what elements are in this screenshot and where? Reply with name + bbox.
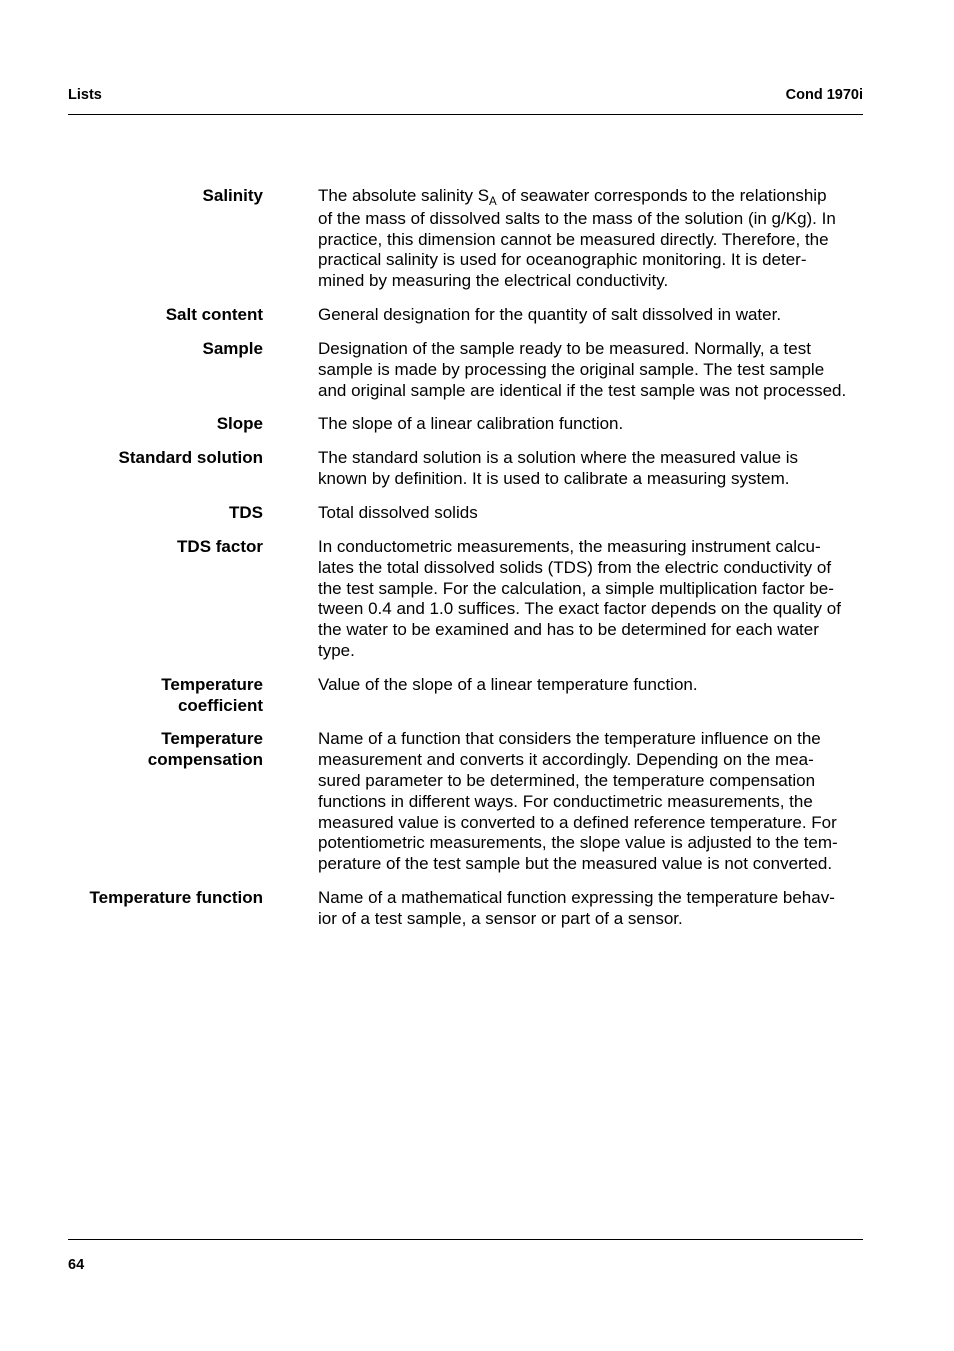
- definition-salt-content: [318, 305, 858, 326]
- definition-temperature-coefficient: [318, 675, 858, 717]
- subscript-a: A: [489, 196, 497, 208]
- definition-slope: [318, 414, 858, 435]
- term-line: compensation: [147, 750, 263, 770]
- term-slope: [23, 414, 263, 435]
- definition-line: practical salinity is used for oceanographic monitoring. It is deter-: [318, 250, 807, 270]
- term-temperature-function: [23, 888, 263, 909]
- definition-temperature-function: [318, 888, 858, 930]
- term-line: Slope: [216, 414, 263, 434]
- header-product-name: Cond 1970i: [785, 87, 863, 103]
- glossary-entry-salt-content: [0, 305, 954, 326]
- term-line: coefficient: [177, 695, 263, 715]
- glossary-entry-temperature-compensation: [0, 729, 954, 875]
- definition-line: General designation for the quantity of salt dissolved in water.: [318, 304, 782, 324]
- definition-temperature-compensation: [318, 729, 858, 875]
- glossary-entry-tds: [0, 503, 954, 524]
- definition-line: perature of the test sample but the measured value is not converted.: [318, 854, 833, 874]
- definition-line: ior of a test sample, a sensor or part of a sensor.: [318, 908, 683, 928]
- definition-salinity: [318, 186, 858, 292]
- definition-line: mined by measuring the electrical conductivity.: [318, 271, 669, 291]
- definition-line: In conductometric measurements, the measuring instrument calcu-: [318, 536, 821, 556]
- definition-text: The absolute salinity S: [318, 186, 490, 205]
- term-line: Temperature function: [89, 887, 263, 907]
- definition-text: of seawater corresponds to the relationship: [496, 186, 827, 205]
- definition-line-spacer: [318, 696, 858, 717]
- term-tds: [23, 503, 263, 524]
- definition-sample: [318, 339, 858, 401]
- definition-line: Name of a function that considers the temperature influence on the: [318, 729, 821, 749]
- term-line: TDS: [229, 502, 263, 522]
- term-temperature-compensation: [23, 729, 263, 771]
- definition-line: Total dissolved solids: [318, 502, 478, 522]
- definition-line: Name of a mathematical function expressing the temperature behav-: [318, 887, 835, 907]
- page-number: 64: [68, 1257, 85, 1273]
- glossary-entry-temperature-coefficient: [0, 675, 954, 717]
- header-section-title: Lists: [68, 87, 102, 103]
- definition-line: The slope of a linear calibration function.: [318, 414, 624, 434]
- glossary-entry-tds-factor: [0, 537, 954, 662]
- definition-line: type.: [318, 640, 355, 660]
- term-temperature-coefficient: [23, 675, 263, 717]
- definition-tds: [318, 503, 858, 524]
- glossary-list: [0, 186, 954, 943]
- header-divider: [68, 114, 863, 115]
- footer-divider: [68, 1239, 863, 1240]
- glossary-entry-sample: [0, 339, 954, 401]
- term-line: Standard solution: [118, 448, 263, 468]
- term-tds-factor: [23, 537, 263, 558]
- term-sample: [23, 339, 263, 360]
- term-salinity: [23, 186, 263, 207]
- definition-line: lates the total dissolved solids (TDS) from the electric conductivity of: [318, 557, 832, 577]
- definition-line: Value of the slope of a linear temperature function.: [318, 674, 698, 694]
- definition-line: potentiometric measurements, the slope value is adjusted to the tem-: [318, 833, 838, 853]
- term-salt-content: [23, 305, 263, 326]
- term-line: Salinity: [202, 186, 263, 205]
- glossary-entry-temperature-function: [0, 888, 954, 930]
- glossary-entry-standard-solution: [0, 448, 954, 490]
- definition-line: functions in different ways. For conductimetric measurements, the: [318, 791, 813, 811]
- term-line: Temperature: [161, 729, 263, 749]
- definition-line: Designation of the sample ready to be measured. Normally, a test: [318, 338, 811, 358]
- term-standard-solution: [23, 448, 263, 469]
- definition-line: of the mass of dissolved salts to the mass of the solution (in g/Kg). In: [318, 208, 836, 228]
- term-line: Sample: [202, 338, 263, 358]
- definition-line: practice, this dimension cannot be measured directly. Therefore, the: [318, 229, 829, 249]
- definition-line: the water to be examined and has to be determined for each water: [318, 620, 819, 640]
- definition-line: known by definition. It is used to calibrate a measuring system.: [318, 469, 790, 489]
- definition-line: and original sample are identical if the test sample was not processed.: [318, 380, 847, 400]
- definition-line: The standard solution is a solution where the measured value is: [318, 448, 799, 468]
- definition-tds-factor: [318, 537, 858, 662]
- term-line: Salt content: [165, 304, 263, 324]
- definition-line: sured parameter to be determined, the temperature compensation: [318, 770, 816, 790]
- definition-line: measured value is converted to a defined reference temperature. For: [318, 812, 837, 832]
- definition-line: [318, 186, 858, 209]
- definition-line: tween 0.4 and 1.0 suffices. The exact factor depends on the quality of: [318, 599, 841, 619]
- definition-line: sample is made by processing the original sample. The test sample: [318, 359, 825, 379]
- term-line: TDS factor: [177, 536, 263, 556]
- definition-line: the test sample. For the calculation, a simple multiplication factor be-: [318, 578, 834, 598]
- glossary-entry-salinity: [0, 186, 954, 292]
- definition-standard-solution: [318, 448, 858, 490]
- definition-line: measurement and converts it accordingly. Depending on the mea-: [318, 750, 814, 770]
- term-line: Temperature: [161, 674, 263, 694]
- glossary-entry-slope: [0, 414, 954, 435]
